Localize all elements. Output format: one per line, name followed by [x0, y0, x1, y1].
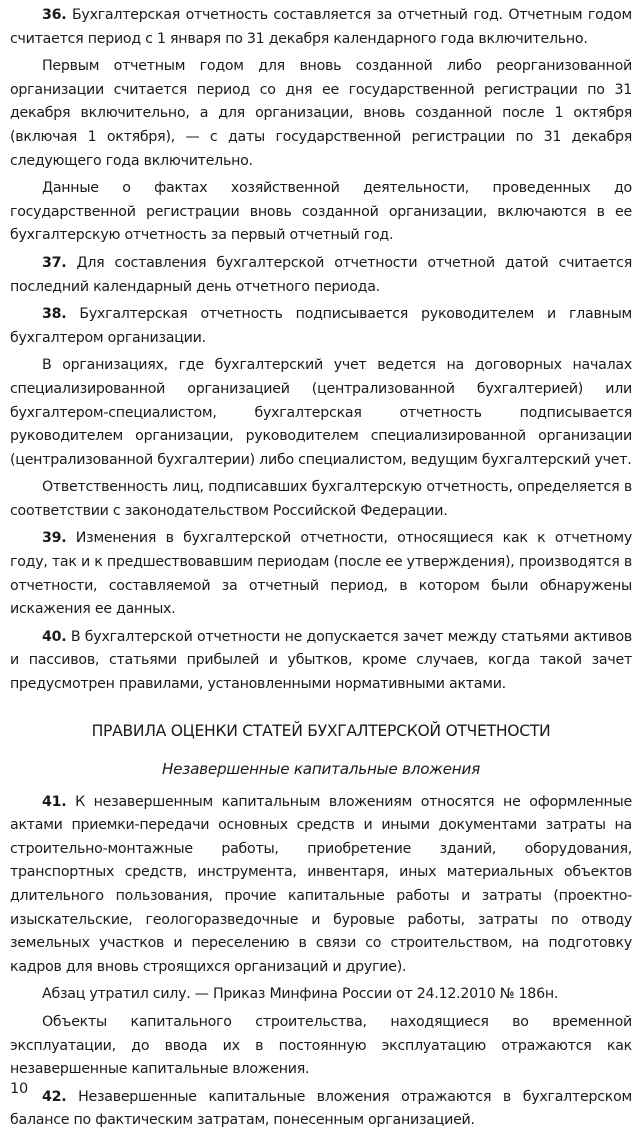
paragraph	[10, 55, 632, 173]
paragraph-42	[10, 1086, 632, 1133]
paragraph-41	[10, 791, 632, 980]
paragraph-text: Незавершенные капитальные вложения отражаются в бухгалтерском балансе по фактическим затратам, понесенным организацией.	[10, 1088, 632, 1129]
paragraph-text: К незавершенным капитальным вложениям относятся не оформленные актами приемки-передачи основных средств и иными документами затраты на строительно-монтажные работы, приобретение зданий, оборудования, транспортных средств, инструмента, инвентаря, иных материальных объектов длительного пользования, прочие капитальные работы и затраты (проектно-изыскательские, геологоразведочные и буровые работы, затраты по отводу земельных участков и переселению в связи со строительством, на подготовку кадров для вновь строящихся организаций и другие).	[10, 793, 632, 975]
clause-number: 38.	[42, 306, 67, 323]
clause-number: 42.	[42, 1088, 67, 1105]
subsection-heading: Незавершенные капитальные вложения	[162, 759, 480, 778]
clause-number: 41.	[42, 793, 67, 810]
paragraph	[10, 1011, 632, 1082]
paragraph-text: Изменения в бухгалтерской отчетности, относящиеся как к отчетному году, так и к предшествовавшим периодам (после ее утверждения), производятся в отчетности, составляемой за отчетный период, в котором были обнаружены искажения ее данных.	[10, 530, 632, 618]
page-number: 10	[10, 1081, 28, 1097]
paragraph-text: Бухгалтерская отчетность составляется за отчетный год. Отчетным годом считается период с 1 января по 31 декабря календарного года включительно.	[10, 7, 632, 47]
clause-number: 40.	[42, 628, 67, 645]
paragraph	[10, 177, 632, 248]
paragraph-text: В организациях, где бухгалтерский учет ведется на договорных началах специализированной организацией (централизованной бухгалтерией) или бухгалтером-специалистом, бухгалтерская отчетность подписывается руководителем организации, руководителем специализированной организации (централизованной бухгалтерии) либо специалистом, ведущим бухгалтерский учет.	[10, 357, 632, 468]
paragraph-text: Абзац утратил силу. — Приказ Минфина России от 24.12.2010 № 186н.	[42, 986, 559, 1003]
paragraph-37	[10, 252, 632, 299]
paragraph-text: В бухгалтерской отчетности не допускается зачет между статьями активов и пассивов, статьями прибылей и убытков, кроме случаев, когда такой зачет предусмотрен правилами, установленными нормативными актами.	[10, 628, 632, 693]
section-heading: ПРАВИЛА ОЦЕНКИ СТАТЕЙ БУХГАЛТЕРСКОЙ ОТЧЕТНОСТИ	[91, 721, 551, 740]
paragraph-text: Объекты капитального строительства, находящиеся во временной эксплуатации, до ввода их в постоянную эксплуатацию отражаются как незавершенные капитальные вложения.	[10, 1013, 632, 1078]
paragraph-38	[10, 303, 632, 350]
clause-number: 37.	[42, 254, 67, 271]
clause-number: 39.	[42, 530, 67, 547]
paragraph-text: Бухгалтерская отчетность подписывается руководителем и главным бухгалтером организации.	[10, 306, 632, 346]
paragraph	[10, 354, 632, 472]
paragraph-text: Данные о фактах хозяйственной деятельности, проведенных до государственной регистрации вновь созданной организации, включаются в ее бухгалтерскую отчетность за первый отчетный год.	[10, 180, 632, 244]
paragraph	[10, 476, 632, 523]
clause-number: 36.	[42, 7, 67, 23]
paragraph-text: Для составления бухгалтерской отчетности отчетной датой считается последний календарный день отчетного периода.	[10, 254, 632, 295]
page-content	[10, 4, 632, 1137]
paragraph-36	[10, 4, 632, 51]
paragraph-39	[10, 527, 632, 621]
paragraph-text: Ответственность лиц, подписавших бухгалтерскую отчетность, определяется в соответствии с законодательством Российской Федерации.	[10, 479, 632, 519]
paragraph-40	[10, 626, 632, 697]
paragraph	[10, 983, 632, 1007]
paragraph-text: Первым отчетным годом для вновь созданной либо реорганизованной организации считается период со дня ее государственной регистрации по 31 декабря включительно, а для организации, вновь созданной после 1 октября (включая 1 октября), — с даты государственной регистрации по 31 декабря следующего года включительно.	[10, 58, 632, 169]
